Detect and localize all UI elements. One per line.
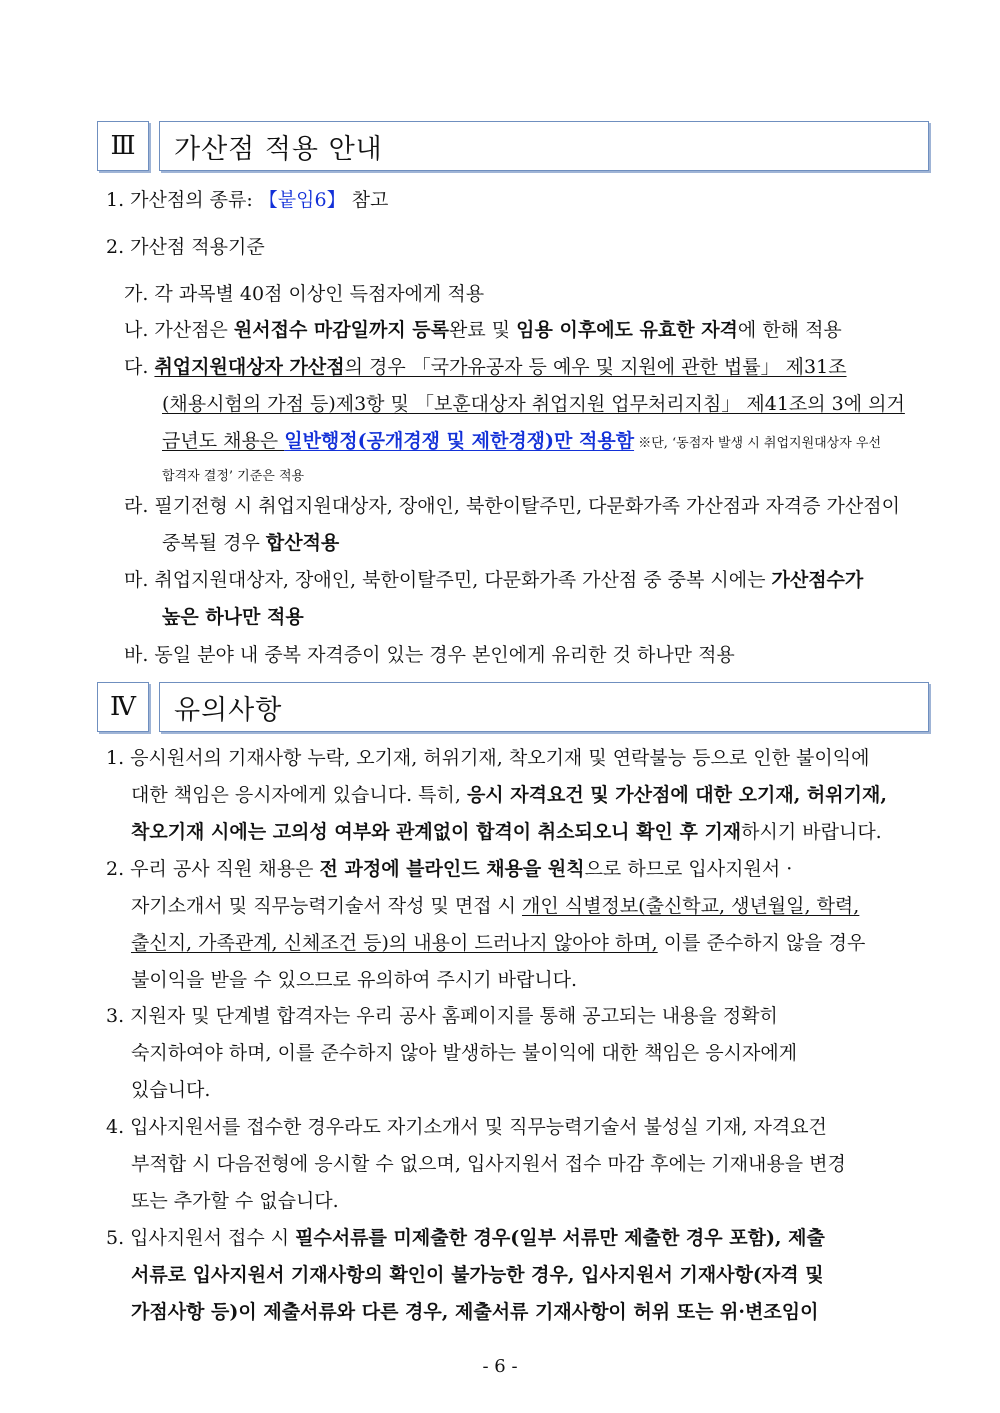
bold-text: 원서접수 마감일까지 등록 bbox=[233, 319, 450, 341]
notice-4-line2: 부적합 시 다음전형에 응시할 수 없으며, 입사지원서 접수 마감 후에는 기재내용을 변경 bbox=[131, 1153, 846, 1175]
subitem-ba: 바. 동일 분야 내 중복 자격증이 있는 경우 본인에게 유리한 것 하나만 적용 bbox=[124, 644, 735, 666]
text: 중복될 경우 bbox=[162, 532, 266, 554]
text: 마. 취업지원대상자, 장애인, 북한이탈주민, 다문화가족 가산점 중 중복 시에는 bbox=[124, 569, 772, 591]
note-text: ※단, ‘동점자 발생 시 취업지원대상자 우선 bbox=[634, 436, 882, 451]
notice-1-line3 bbox=[131, 820, 882, 844]
notice-1-line2 bbox=[131, 783, 887, 807]
subitem-ra-line2 bbox=[162, 531, 339, 555]
text: 완료 및 bbox=[449, 319, 517, 341]
subitem-na bbox=[124, 318, 905, 342]
notice-5-line1 bbox=[106, 1226, 825, 1250]
section-number: Ⅳ bbox=[97, 682, 149, 732]
subitem-ma-line1 bbox=[124, 568, 863, 592]
subitem-da-line1 bbox=[124, 355, 905, 379]
subitem-da-line2: (채용시험의 가점 등)제3항 및 「보훈대상자 취업지원 업무처리지침」 제41조의 3에 의거 bbox=[162, 393, 905, 415]
section-title: 가산점 적용 안내 bbox=[159, 121, 929, 171]
notice-5-line2: 서류로 입사지원서 기재사항의 확인이 불가능한 경우, 입사지원서 기재사항(자격 및 bbox=[131, 1264, 824, 1286]
subitem-ra-line1: 라. 필기전형 시 취업지원대상자, 장애인, 북한이탈주민, 다문화가족 가산점과 자격증 가산점이 bbox=[124, 495, 900, 517]
bold-underline-text: 취업지원대상자 가산점 bbox=[154, 356, 345, 378]
underline-text: 개인 식별정보(출신학교, 생년월일, 학력, bbox=[522, 895, 860, 917]
notice-2-line2 bbox=[131, 894, 859, 918]
notice-3-line1: 3. 지원자 및 단계별 합격자는 우리 공사 홈페이지를 통해 공고되는 내용을 정확히 bbox=[106, 1005, 778, 1027]
notice-3-line3: 있습니다. bbox=[131, 1079, 211, 1101]
underline-text: 출신지, 가족관계, 신체조건 등)의 내용이 드러나지 않아야 하며, bbox=[131, 932, 658, 954]
item-2: 2. 가산점 적용기준 bbox=[106, 236, 265, 258]
underline-text: 의 경우 「국가유공자 등 예우 및 지원에 관한 법률」 제31조 bbox=[344, 356, 847, 378]
text: 다. bbox=[124, 356, 155, 378]
item-text: 1. 가산점의 종류: bbox=[106, 189, 259, 211]
subitem-da-line3 bbox=[162, 429, 881, 456]
text: 2. 우리 공사 직원 채용은 bbox=[106, 858, 320, 880]
text: 에 한해 적용 bbox=[737, 319, 842, 341]
text: 하시기 바랍니다. bbox=[741, 821, 882, 843]
notice-2-line1 bbox=[106, 857, 792, 881]
bold-text: 응시 자격요건 및 가산점에 대한 오기재, 허위기재, bbox=[466, 784, 887, 806]
text: 자기소개서 및 직무능력기술서 작성 및 면접 시 bbox=[131, 895, 523, 917]
notice-4-line3: 또는 추가할 수 없습니다. bbox=[131, 1190, 339, 1212]
section-header-iii bbox=[97, 121, 929, 171]
section-title: 유의사항 bbox=[159, 682, 929, 732]
bold-text: 착오기재 시에는 고의성 여부와 관계없이 합격이 취소되오니 확인 후 기재 bbox=[131, 821, 742, 843]
bold-text: 전 과정에 블라인드 채용을 원칙 bbox=[319, 858, 585, 880]
subitem-da-line4: 합격자 결정’ 기준은 적용 bbox=[162, 469, 305, 484]
section-number: Ⅲ bbox=[97, 121, 149, 171]
notice-3-line2: 숙지하여야 하며, 이를 준수하지 않아 발생하는 불이익에 대한 책임은 응시자에게 bbox=[131, 1042, 798, 1064]
bold-text: 합산적용 bbox=[265, 532, 340, 554]
notice-4-line1: 4. 입사지원서를 접수한 경우라도 자기소개서 및 직무능력기술서 불성실 기재, 자격요건 bbox=[106, 1116, 827, 1138]
bold-text: 임용 이후에도 유효한 자격 bbox=[516, 319, 738, 341]
bold-text: 가산점수가 bbox=[771, 569, 864, 591]
text: 대한 책임은 응시자에게 있습니다. 특히, bbox=[131, 784, 467, 806]
underline-text: 금년도 채용은 bbox=[162, 430, 285, 452]
text: 나. 가산점은 bbox=[124, 319, 234, 341]
subitem-ga: 가. 각 과목별 40점 이상인 득점자에게 적용 bbox=[124, 283, 485, 305]
page-number: - 6 - bbox=[482, 1356, 518, 1377]
item-text: 참고 bbox=[345, 189, 389, 211]
item-1 bbox=[106, 188, 388, 212]
notice-1-line1: 1. 응시원서의 기재사항 누락, 오기재, 허위기재, 착오기재 및 연락불능 등으로 인한 불이익에 bbox=[106, 747, 870, 769]
attachment-reference: 【붙임6】 bbox=[258, 189, 346, 211]
notice-2-line3 bbox=[131, 931, 865, 955]
subitem-ma-line2: 높은 하나만 적용 bbox=[162, 606, 304, 628]
text: 5. 입사지원서 접수 시 bbox=[106, 1227, 296, 1249]
text: 으로 하므로 입사지원서 · bbox=[584, 858, 793, 880]
section-header-iv bbox=[97, 682, 929, 732]
notice-2-line4: 불이익을 받을 수 있으므로 유의하여 주시기 바랍니다. bbox=[131, 969, 578, 991]
text: 이를 준수하지 않을 경우 bbox=[657, 932, 866, 954]
bold-text: 필수서류를 미제출한 경우(일부 서류만 제출한 경우 포함), 제출 bbox=[295, 1227, 825, 1249]
highlight-text: 일반행정(공개경쟁 및 제한경쟁)만 적용함 bbox=[284, 430, 635, 452]
notice-5-line3: 가점사항 등)이 제출서류와 다른 경우, 제출서류 기재사항이 허위 또는 위·변조임이 bbox=[131, 1301, 819, 1323]
